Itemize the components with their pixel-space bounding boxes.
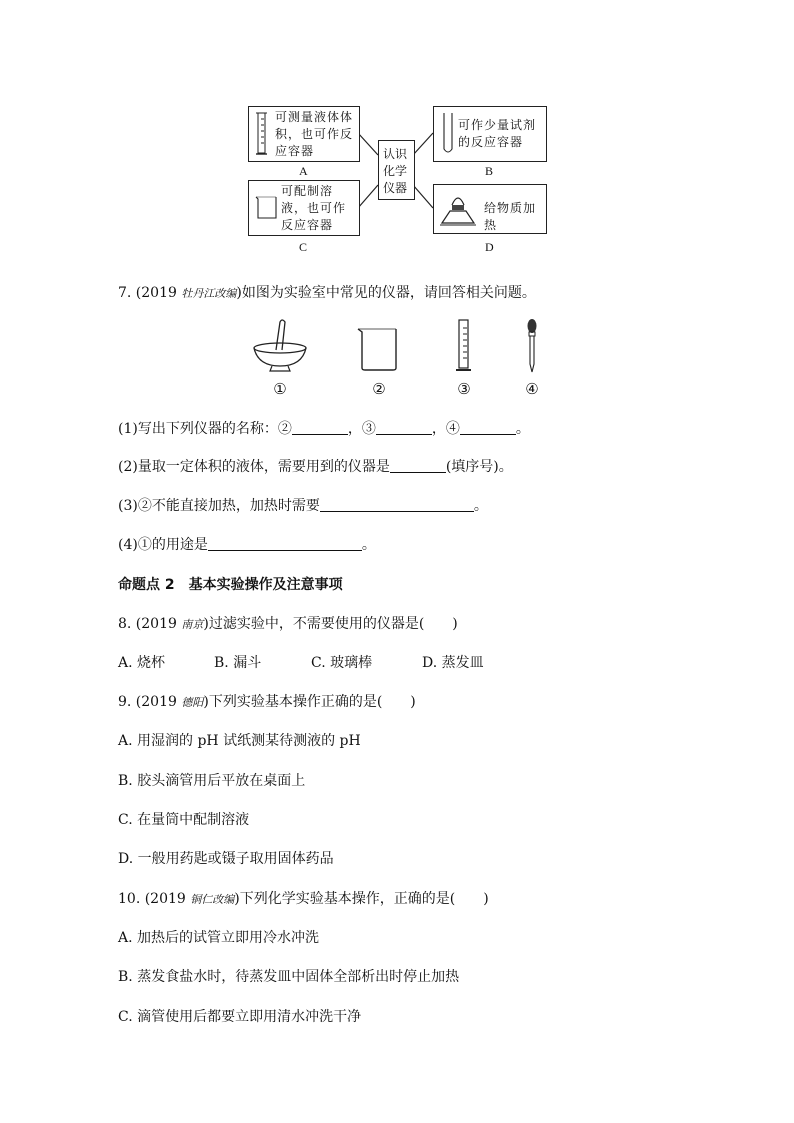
graduated-cylinder-icon [255,111,269,157]
q9-stem: 9. (2019 德阳)下列实验基本操作正确的是( ) [118,694,416,710]
q9-option-d[interactable]: D. 一般用药匙或镊子取用固体药品 [118,851,334,867]
q8-stem: 8. (2019 南京)过滤实验中，不需要使用的仪器是( ) [118,616,458,632]
center-box [378,140,415,200]
q9-source: 德阳 [181,696,204,709]
label-4: ④ [525,380,539,398]
label-1: ① [273,380,287,398]
box-b [433,106,547,162]
q7-part-3: (3)②不能直接加热，加热时需要 。 [118,498,488,514]
box-a-letter: A [299,164,308,178]
q8-option-a[interactable]: A. 烧杯 [118,655,166,671]
dropper-icon [524,318,540,374]
box-c-text: 可配制溶液，也可作反应容器 [281,184,347,232]
q10-option-a[interactable]: A. 加热后的试管立即用冷水冲洗 [118,930,320,946]
box-c [248,180,360,236]
q7-part-4: (4)①的用途是 。 [118,537,376,553]
answer-blank[interactable] [292,420,348,435]
q10-option-c[interactable]: C. 滴管使用后都要立即用清水冲洗干净 [118,1009,362,1025]
section-heading: 命题点 2 基本实验操作及注意事项 [118,577,343,593]
q7-part-2: (2)量取一定体积的液体，需要用到的仪器是 (填序号)。 [118,459,513,475]
mortar-and-pestle-icon [250,318,310,374]
label-3: ③ [457,380,471,398]
q8-option-b[interactable]: B. 漏斗 [214,655,262,671]
test-tube-icon [442,111,454,157]
box-d-text: 给物质加热 [484,201,537,232]
graduated-cylinder-icon [454,318,474,374]
beaker-icon [356,326,402,372]
q7-part-1: (1)写出下列仪器的名称：② ，③ ，④ 。 [118,421,530,437]
box-d-letter: D [485,240,494,254]
box-b-text: 可作少量试剂的反应容器 [458,118,537,149]
q7-stem: 7. (2019 牡丹江改编)如图为实验室中常见的仪器，请回答相关问题。 [118,285,536,301]
answer-blank[interactable] [208,536,362,551]
q8-option-c[interactable]: C. 玻璃棒 [311,655,373,671]
diagram-connectors [0,0,794,270]
q9-option-c[interactable]: C. 在量筒中配制溶液 [118,812,250,828]
center-text: 认识化学仪器 [383,147,408,195]
q9-option-a[interactable]: A. 用湿润的 pH 试纸测某待测液的 pH [118,733,361,749]
answer-blank[interactable] [376,420,432,435]
answer-blank[interactable] [390,458,446,473]
q8-source: 南京 [181,618,204,631]
alcohol-lamp-icon [438,189,478,229]
label-2: ② [372,380,386,398]
box-a-text: 可测量液体体积，也可作反应容器 [275,110,354,158]
box-c-letter: C [299,240,308,254]
beaker-icon [255,195,279,221]
box-a [248,106,360,162]
q10-source: 铜仁改编 [190,893,235,906]
q10-option-b[interactable]: B. 蒸发食盐水时，待蒸发皿中固体全部析出时停止加热 [118,969,460,985]
q9-option-b[interactable]: B. 胶头滴管用后平放在桌面上 [118,773,306,789]
q10-stem: 10. (2019 铜仁改编)下列化学实验基本操作，正确的是( ) [118,891,489,907]
answer-blank[interactable] [460,420,516,435]
box-d [433,184,547,234]
answer-blank[interactable] [320,497,474,512]
q8-option-d[interactable]: D. 蒸发皿 [422,655,484,671]
box-b-letter: B [485,164,494,178]
q7-source: 牡丹江改编 [181,287,237,300]
